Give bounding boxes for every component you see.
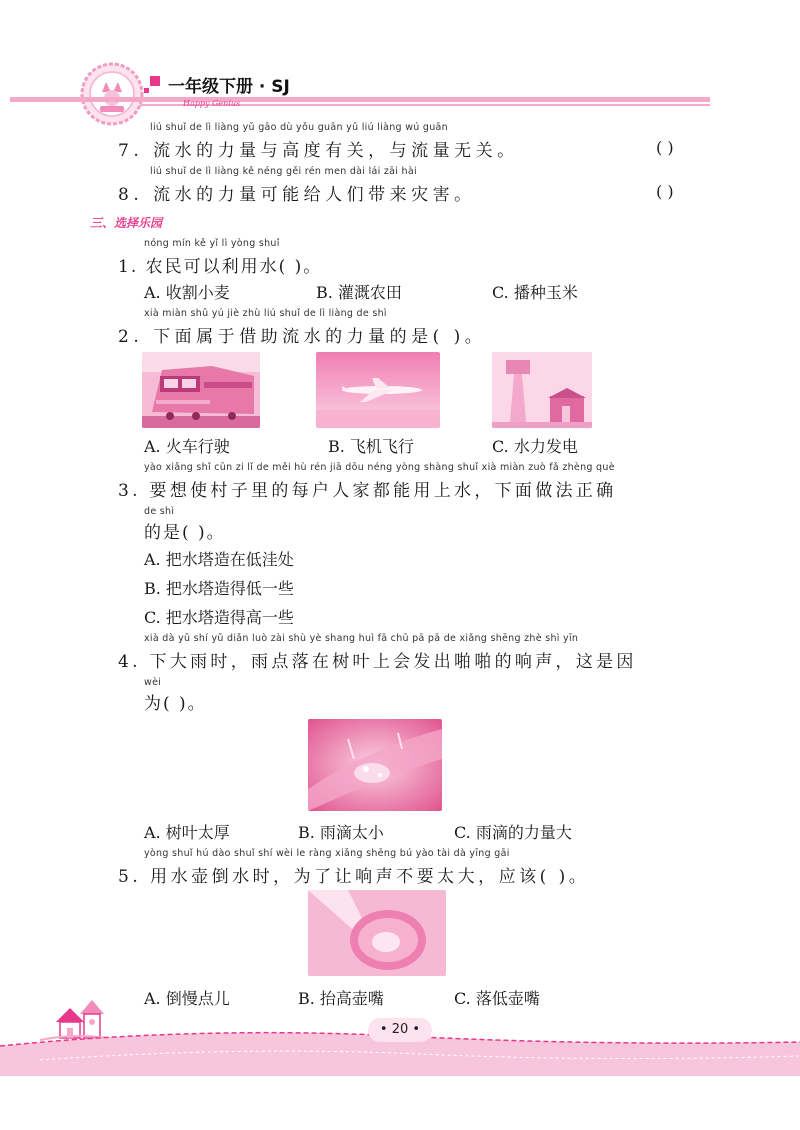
q2-pinyin: xià miàn shǔ yú jiè zhù liú shuǐ de lì liàng de shì — [144, 308, 387, 319]
header-logo — [80, 62, 144, 126]
q5-pinyin: yòng shuǐ hú dào shuǐ shí wèi le ràng xiǎng shēng bú yào tài dà yīng gāi — [144, 848, 510, 859]
judge-8-pinyin: liú shuǐ de lì liàng kě néng gěi rén men dài lái zāi hài — [150, 166, 417, 177]
q3-pinyin: yào xiǎng shǐ cūn zi lǐ de měi hù rén jiā dōu néng yòng shàng shuǐ xià miàn zuò fǎ zhèng què — [144, 462, 615, 473]
q3-option-c[interactable]: C. 把水塔造得高一些 — [144, 608, 294, 627]
header-title: 一年级下册 · SJ — [168, 77, 290, 97]
q4-text-line2: 为( )。 — [144, 694, 207, 714]
page-number-text: • 20 • — [379, 1022, 421, 1037]
q1-pinyin: nóng mín kě yǐ lì yòng shuǐ — [144, 238, 280, 249]
q3-option-b[interactable]: B. 把水塔造得低一些 — [144, 579, 294, 598]
q2-text: 2. 下面属于借助流水的力量的是( )。 — [118, 327, 487, 347]
q5-option-c[interactable]: C. 落低壶嘴 — [454, 989, 540, 1008]
section-title: 三、选择乐园 — [90, 216, 163, 230]
q4-option-b[interactable]: B. 雨滴太小 — [298, 823, 384, 842]
header-band — [10, 97, 710, 102]
q4-pinyin-line2: wèi — [144, 677, 162, 688]
q4-text: 4. 下大雨时，雨点落在树叶上会发出啪啪的响声，这是因 — [118, 652, 637, 672]
q1-option-b[interactable]: B. 灌溉农田 — [316, 283, 402, 302]
q5-option-a[interactable]: A. 倒慢点儿 — [144, 989, 230, 1008]
q1-option-c[interactable]: C. 播种玉米 — [492, 283, 578, 302]
airplane-photo — [316, 352, 440, 428]
header-marker-icon — [150, 76, 160, 86]
q3-pinyin-line2: de shì — [144, 506, 175, 517]
pouring-water-photo — [308, 890, 446, 976]
header-marker-small-icon — [144, 88, 149, 93]
q5-option-b[interactable]: B. 抬高壶嘴 — [298, 989, 384, 1008]
judge-7-pinyin: liú shuǐ de lì liàng yǔ gāo dù yǒu guān yǔ liú liàng wú guān — [150, 122, 448, 133]
header-subtitle: Happy Genius — [183, 99, 241, 108]
page-number — [368, 1018, 432, 1042]
q2-option-a[interactable]: A. 火车行驶 — [144, 437, 230, 456]
q2-option-c[interactable]: C. 水力发电 — [492, 437, 578, 456]
judge-7-text: 7. 流水的力量与高度有关，与流量无关。 — [118, 141, 519, 161]
judge-8-text: 8. 流水的力量可能给人们带来灾害。 — [118, 185, 476, 205]
judge-7-answer-box[interactable]: ( ) — [656, 138, 674, 157]
judge-8-answer-box[interactable]: ( ) — [656, 182, 674, 201]
train-photo — [142, 352, 260, 428]
q5-text: 5. 用水壶倒水时，为了让响声不要太大，应该( )。 — [118, 867, 590, 887]
q4-pinyin: xià dà yǔ shí yǔ diǎn luò zài shù yè shang huì fā chū pā pā de xiǎng shēng zhè shì yīn — [144, 633, 579, 644]
raindrop-leaf-photo — [308, 719, 442, 811]
q3-option-a[interactable]: A. 把水塔造在低洼处 — [144, 550, 294, 569]
q3-text: 3. 要想使村子里的每户人家都能用上水，下面做法正确 — [118, 481, 617, 501]
q2-option-b[interactable]: B. 飞机飞行 — [328, 437, 414, 456]
q1-option-a[interactable]: A. 收割小麦 — [144, 283, 230, 302]
water-tower-photo — [492, 352, 592, 428]
q4-option-a[interactable]: A. 树叶太厚 — [144, 823, 230, 842]
q3-text-line2: 的是( )。 — [144, 523, 226, 543]
q4-option-c[interactable]: C. 雨滴的力量大 — [454, 823, 572, 842]
q1-text: 1. 农民可以利用水( )。 — [118, 257, 323, 277]
